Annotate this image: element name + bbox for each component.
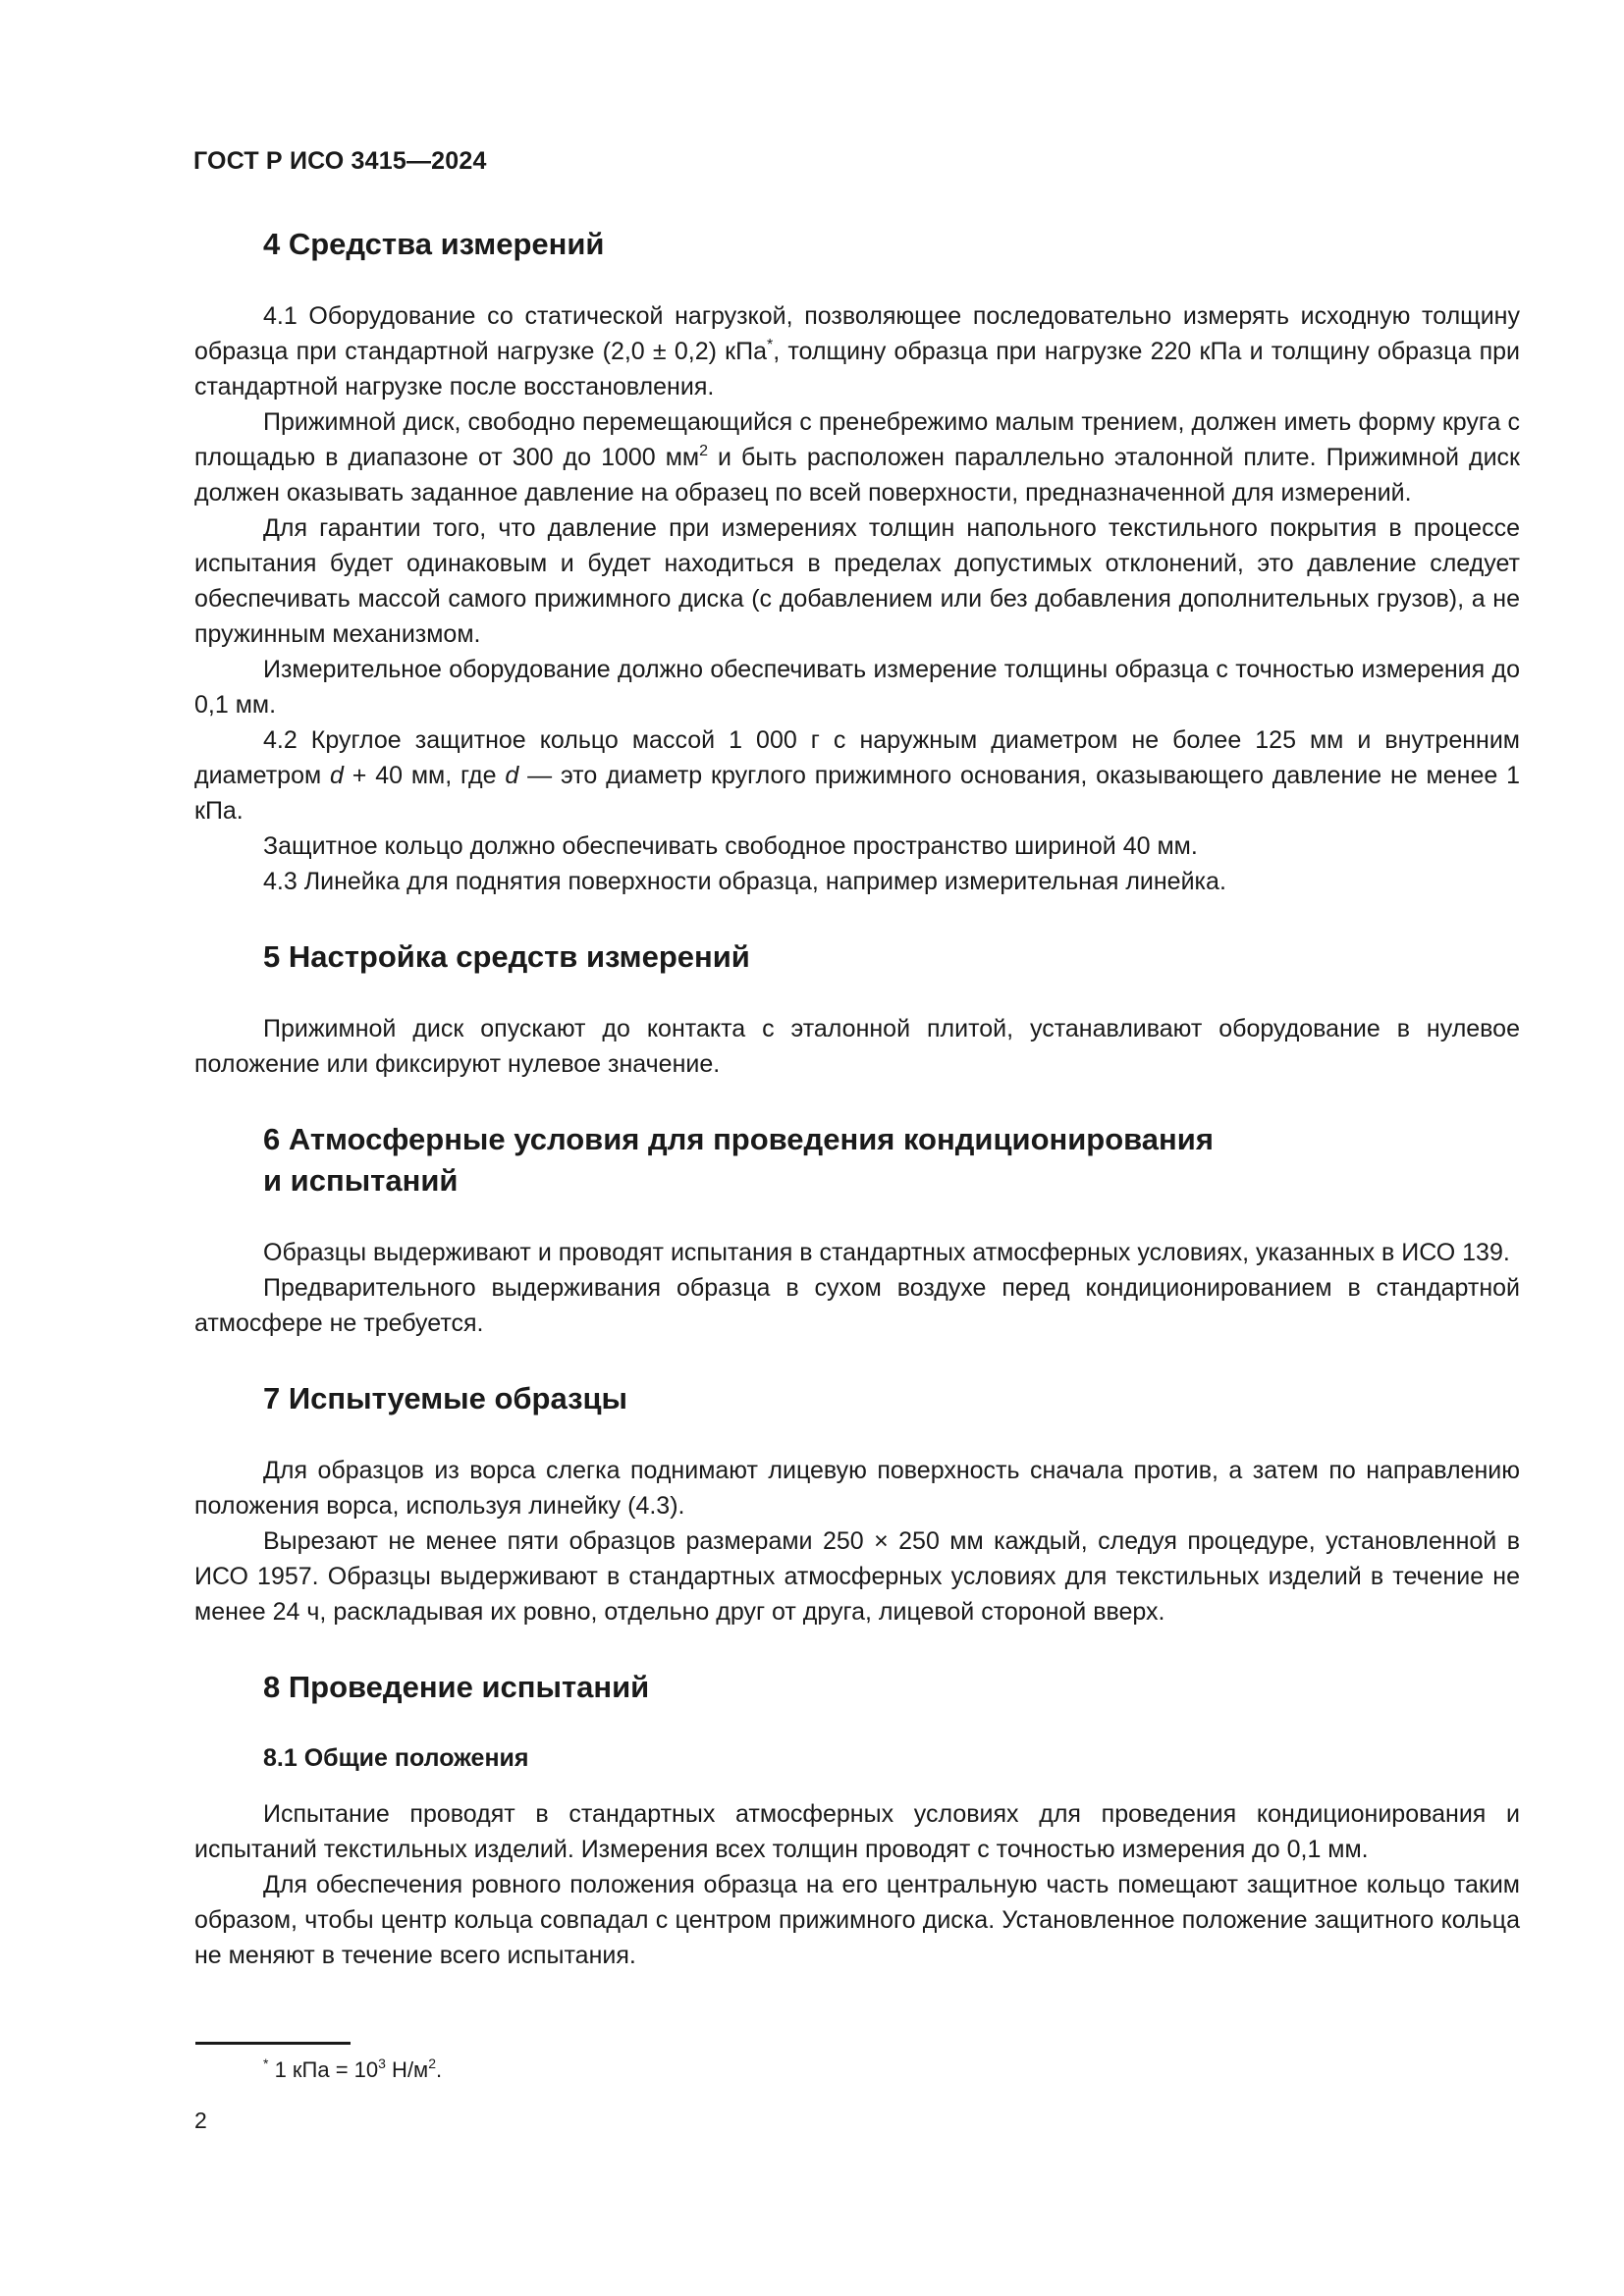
- paragraph-6-2: Предварительного выдерживания образца в сухом воздухе перед кондиционированием в стандартной атмосфере не требуется.: [194, 1274, 1520, 1337]
- footnote-mark: *: [263, 2056, 269, 2071]
- paragraph-4-2-text-a: 4.2 Круглое защитное кольцо массой 1 000 г с наружным диаметром не более 125 мм и внутренним диаметром: [194, 726, 1520, 789]
- document-header: ГОСТ Р ИСО 3415—2024: [193, 147, 487, 175]
- paragraph-4-2-text-c: — это диаметр круглого прижимного основания, оказывающего давление не менее 1 кПа.: [194, 762, 1520, 825]
- paragraph-4-1: [194, 298, 1520, 404]
- section-5: [194, 936, 1520, 1082]
- footnote-text-c: .: [435, 2057, 443, 2082]
- variable-d: d: [505, 762, 519, 789]
- paragraph-4-1-text-a: 4.1 Оборудование со статической нагрузкой, позволяющее последовательно измерять исходную толщину образца при стандартной нагрузке (2,0 ± 0,2) кПа: [194, 302, 1520, 365]
- paragraph-pressure-guarantee: Для гарантии того, что давление при измерениях толщин напольного текстильного покрытия в процессе испытания будет одинаковым и будет находиться в пределах допустимых отклонений, это давление следует обеспечивать массой самого прижимного диска (с добавлением или без добавления дополнительных грузов), а не пружинным механизмом.: [194, 514, 1520, 648]
- exponent: 2: [428, 2056, 436, 2071]
- paragraph-8-1-1: Испытание проводят в стандартных атмосферных условиях для проведения кондиционирования и испытаний текстильных изделий. Измерения всех толщин проводят с точностью измерения до 0,1 мм.: [194, 1800, 1520, 1863]
- paragraph-7-1: Для образцов из ворса слегка поднимают лицевую поверхность сначала против, а затем по направлению положения ворса, используя линейку (4.3).: [194, 1457, 1520, 1520]
- paragraph-pressure-disk-text-b: и быть расположен параллельно эталонной плите. Прижимной диск должен оказывать заданное давление на образец по всей поверхности, предназначенной для измерений.: [194, 444, 1520, 507]
- paragraph-guard-ring: Защитное кольцо должно обеспечивать свободное пространство шириной 40 мм.: [263, 832, 1198, 860]
- section-6: [194, 1119, 1520, 1341]
- section-8-heading: 8 Проведение испытаний: [263, 1670, 650, 1704]
- paragraph-6-1: Образцы выдерживают и проводят испытания в стандартных атмосферных условиях, указанных в ИСО 139.: [263, 1239, 1510, 1266]
- footnote: [263, 2056, 442, 2085]
- paragraph-pressure-disk-text-a: Прижимной диск, свободно перемещающийся с пренебрежимо малым трением, должен иметь форму круга с площадью в диапазоне от 300 до 1000 мм: [194, 408, 1520, 471]
- subsection-8-1-heading: 8.1 Общие положения: [263, 1744, 529, 1772]
- exponent: 3: [378, 2056, 386, 2071]
- section-7-heading: 7 Испытуемые образцы: [263, 1381, 628, 1415]
- section-5-heading: 5 Настройка средств измерений: [263, 939, 750, 974]
- paragraph-8-1-2: Для обеспечения ровного положения образца на его центральную часть помещают защитное кольцо таким образом, чтобы центр кольца совпадал с центром прижимного диска. Установленное положение защитного кольца не меняют в течение всего испытания.: [194, 1871, 1520, 1969]
- page-number: 2: [194, 2108, 207, 2133]
- variable-d: d: [330, 762, 344, 789]
- section-6-heading: [263, 1119, 1520, 1201]
- paragraph-measuring-accuracy: Измерительное оборудование должно обеспечивать измерение толщины образца с точностью измерения до 0,1 мм.: [194, 656, 1520, 719]
- section-6-heading-line-2: и испытаний: [263, 1163, 459, 1198]
- section-8: [194, 1667, 1520, 1973]
- paragraph-4-1-text-b: , толщину образца при нагрузке 220 кПа и толщину образца при стандартной нагрузке после восстановления.: [194, 338, 1520, 400]
- footnote-reference[interactable]: *: [766, 337, 774, 353]
- document-body: [194, 224, 1520, 2010]
- paragraph-pressure-disk: [194, 404, 1520, 510]
- section-7: [194, 1378, 1520, 1629]
- paragraph-4-2: [194, 722, 1520, 828]
- footnote-text-b: Н/м: [385, 2057, 429, 2082]
- section-4-heading: 4 Средства измерений: [263, 227, 605, 261]
- footnote-text-a: 1 кПа = 10: [268, 2057, 379, 2082]
- section-6-heading-line-1: 6 Атмосферные условия для проведения кондиционирования: [263, 1122, 1214, 1156]
- exponent: 2: [699, 443, 708, 459]
- footnote-divider: [195, 2042, 351, 2045]
- paragraph-5: Прижимной диск опускают до контакта с эталонной плитой, устанавливают оборудование в нулевое положение или фиксируют нулевое значение.: [194, 1015, 1520, 1078]
- paragraph-7-2: Вырезают не менее пяти образцов размерами 250 × 250 мм каждый, следуя процедуре, установленной в ИСО 1957. Образцы выдерживают в стандартных атмосферных условиях для текстильных изделий в течение не менее 24 ч, раскладывая их ровно, отдельно друг от друга, лицевой стороной вверх.: [194, 1527, 1520, 1626]
- paragraph-4-3: 4.3 Линейка для поднятия поверхности образца, например измерительная линейка.: [263, 868, 1226, 895]
- paragraph-4-2-text-b: + 40 мм, где: [343, 762, 506, 789]
- section-4: [194, 224, 1520, 899]
